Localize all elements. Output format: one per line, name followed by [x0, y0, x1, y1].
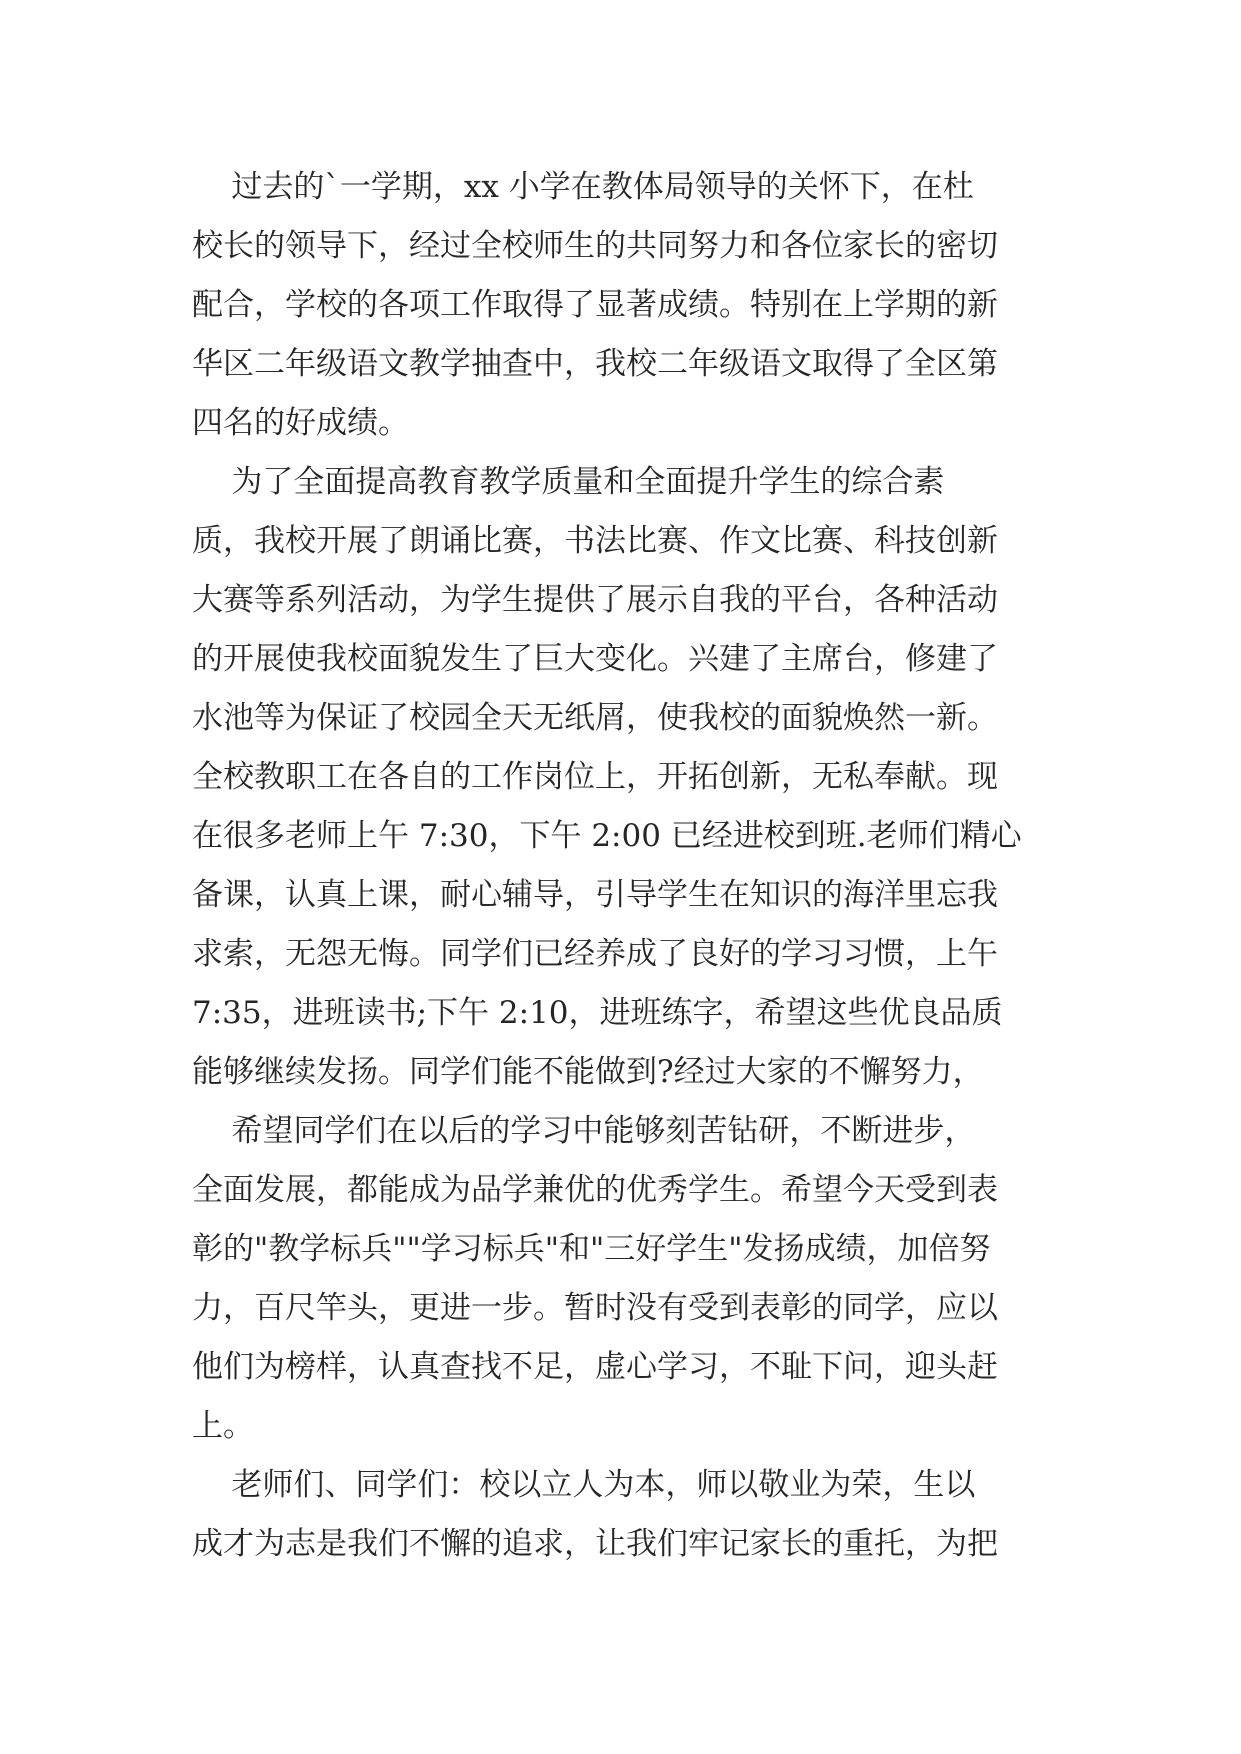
text-line: 能够继续发扬。同学们能不能做到?经过大家的不懈努力，: [192, 1054, 984, 1090]
text-line: 成才为志是我们不懈的追求，让我们牢记家长的重托，为把: [192, 1526, 998, 1562]
paragraph-2: [192, 453, 1082, 1102]
text-line: 全面发展，都能成为品学兼优的优秀学生。希望今天受到表: [192, 1172, 998, 1208]
text-line: 大赛等系列活动，为学生提供了展示自我的平台，各种活动: [192, 582, 998, 618]
text-line: 备课，认真上课，耐心辅导，引导学生在知识的海洋里忘我: [192, 877, 998, 913]
text-line: 质，我校开展了朗诵比赛，书法比赛、作文比赛、科技创新: [192, 523, 998, 559]
paragraph-3: [192, 1102, 1082, 1456]
text-line: 彰的"教学标兵""学习标兵"和"三好学生"发扬成绩，加倍努: [192, 1231, 991, 1267]
text-line: 全校教职工在各自的工作岗位上，开拓创新，无私奉献。现: [192, 759, 998, 795]
text-line: 水池等为保证了校园全天无纸屑，使我校的面貌焕然一新。: [192, 700, 998, 736]
paragraph-4: [192, 1456, 1082, 1574]
text-line: 上。: [192, 1408, 254, 1444]
document-body: [192, 158, 1082, 1574]
text-line: 7:35，进班读书;下午 2:10，进班练字，希望这些优良品质: [192, 995, 1003, 1031]
text-line: 他们为榜样，认真查找不足，虚心学习，不耻下问，迎头赶: [192, 1349, 998, 1385]
text-line: 四名的好成绩。: [192, 405, 409, 441]
text-line: 的开展使我校面貌发生了巨大变化。兴建了主席台，修建了: [192, 641, 998, 677]
text-line: 过去的`一学期，xx 小学在教体局领导的关怀下，在杜: [192, 169, 974, 205]
text-line: 力，百尺竿头，更进一步。暂时没有受到表彰的同学，应以: [192, 1290, 998, 1326]
text-line: 希望同学们在以后的学习中能够刻苦钻研，不断进步，: [192, 1113, 976, 1149]
text-line: 华区二年级语文教学抽查中，我校二年级语文取得了全区第: [192, 346, 998, 382]
text-line: 配合，学校的各项工作取得了显著成绩。特别在上学期的新: [192, 287, 998, 323]
text-line: 求索，无怨无悔。同学们已经养成了良好的学习习惯，上午: [192, 936, 998, 972]
paragraph-1: [192, 158, 1082, 453]
text-line: 在很多老师上午 7:30，下午 2:00 已经进校到班.老师们精心: [192, 818, 1022, 854]
text-line: 为了全面提高教育教学质量和全面提升学生的综合素: [192, 464, 945, 500]
text-line: 校长的领导下，经过全校师生的共同努力和各位家长的密切: [192, 228, 998, 264]
text-line: 老师们、同学们：校以立人为本，师以敬业为荣，生以: [192, 1467, 976, 1503]
